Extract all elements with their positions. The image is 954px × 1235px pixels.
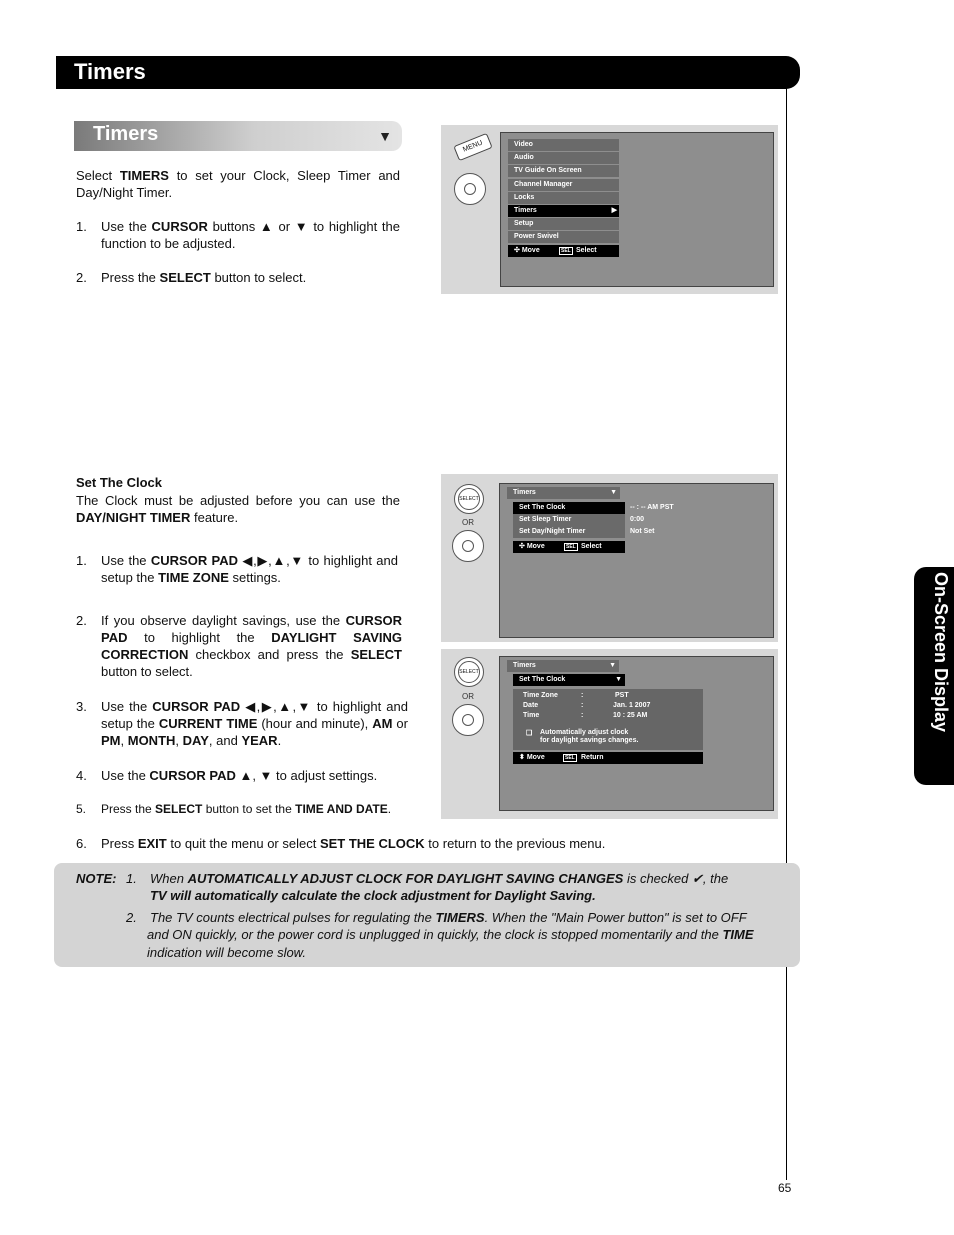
screen2-item-value: Not Set — [630, 528, 655, 535]
clock-setting-label: Date — [523, 702, 539, 709]
cursor-pad-icon — [452, 530, 484, 562]
screen2-menu-item[interactable]: Set Sleep Timer — [513, 514, 625, 526]
note-2-line1: The TV counts electrical pulses for regulating the TIMERS. When the "Main Power button" is set to OFF — [150, 910, 747, 925]
screen2-menu-item[interactable]: Set The Clock — [513, 502, 625, 514]
section-side-tab — [914, 567, 954, 785]
screen3-panel — [441, 649, 778, 819]
screen1-menu-item[interactable]: Channel Manager — [508, 179, 619, 191]
screen2-menu-item[interactable]: Set Day/Night Timer — [513, 526, 625, 538]
select-button-icon: SELECT — [454, 484, 484, 514]
screen2-item-value: 0:00 — [630, 516, 645, 523]
sel-key-icon: SEL — [561, 248, 571, 254]
clock-setting-label: Time Zone — [523, 692, 558, 699]
page-header-bar — [56, 56, 800, 89]
note-1-line1: When AUTOMATICALLY ADJUST CLOCK FOR DAYLIGHT SAVING CHANGES is checked ✔, the — [150, 871, 729, 886]
clock-step-6: 6. Press EXIT to quit the menu or select SET THE CLOCK to return to the previous menu. — [76, 836, 606, 851]
checkbox-label-line2: for daylight savings changes. — [540, 737, 639, 744]
intro-step-1: 1. Use the CURSOR buttons ▲ or ▼ to highlight the function to be adjusted. — [76, 219, 400, 251]
side-tab-label: On-Screen Display — [931, 572, 951, 733]
clock-setting-colon: : — [581, 702, 584, 709]
note-2-line3: indication will become slow. — [147, 945, 306, 960]
note-1-line2: TV will automatically calculate the clock adjustment for Daylight Saving. — [150, 888, 596, 903]
or-label: OR — [462, 518, 474, 527]
vertical-rule — [786, 88, 787, 1180]
screen1-bottom-bar: ✣ Move SEL Select — [508, 245, 619, 257]
checkbox-label-line1: Automatically adjust clock — [540, 729, 629, 736]
screen3-title-bar: Timers ▼ — [507, 660, 619, 672]
intro-paragraph: Select TIMERS to set your Clock, Sleep Timer and Day/Night Timer. — [76, 168, 401, 200]
intro-step-2: 2. Press the SELECT button to select. — [76, 270, 307, 285]
screen2-title-bar: Timers ▼ — [507, 487, 620, 499]
screen3-sub-title: Set The Clock ▼ — [513, 674, 625, 686]
move-arrows-icon: ✣ — [519, 543, 525, 550]
move-arrows-icon: ⬍ — [519, 754, 525, 761]
screen1-display — [500, 132, 774, 287]
note-2-number: 2. — [126, 910, 137, 925]
or-label: OR — [462, 692, 474, 701]
clock-setting-label: Time — [523, 712, 540, 719]
clock-setting-value[interactable]: PST — [615, 692, 629, 699]
cursor-button-icon — [454, 173, 486, 205]
screen1-menu-item[interactable]: Audio — [508, 152, 619, 164]
note-1-number: 1. — [126, 871, 137, 886]
section-title: Timers — [93, 123, 159, 145]
cursor-pad-icon — [452, 704, 484, 736]
chevron-down-icon: ▼ — [609, 662, 616, 669]
menu-button-icon: MENU — [453, 133, 492, 161]
screen1-menu-item[interactable]: Video — [508, 139, 619, 151]
move-arrows-icon: ✣ — [514, 247, 520, 254]
screen1-menu-item[interactable]: Timers ▶ — [508, 205, 619, 217]
set-clock-paragraph: The Clock must be adjusted before you can use the DAY/NIGHT TIMER feature. — [76, 493, 400, 525]
clock-step-2: 2. If you observe daylight savings, use the CURSOR PAD to highlight the DAYLIGHT SAVING CORRECTION checkbox and press the SELECT button to select. — [76, 613, 402, 679]
clock-setting-colon: : — [581, 712, 584, 719]
clock-setting-colon: : — [581, 692, 584, 699]
chevron-down-icon: ▼ — [615, 676, 622, 683]
clock-setting-value[interactable]: 10 : 25 AM — [613, 712, 648, 719]
screen1-menu-item[interactable]: TV Guide On Screen — [508, 165, 619, 177]
screen3-display — [499, 656, 774, 811]
down-triangle-icon: ▼ — [378, 128, 392, 144]
page-header-title: Timers — [74, 59, 146, 84]
note-2-line2: and ON quickly, or the power cord is unplugged in quickly, the clock is stopped momentarily and the TIME — [147, 927, 754, 942]
sel-key-icon: SEL — [566, 544, 576, 550]
clock-step-4: 4. Use the CURSOR PAD ▲, ▼ to adjust settings. — [76, 768, 378, 783]
screen2-item-value: -- : -- AM PST — [630, 504, 674, 511]
screen2-panel — [441, 474, 778, 642]
set-clock-heading: Set The Clock — [76, 475, 162, 490]
screen2-display — [499, 483, 774, 638]
clock-step-5: 5. Press the SELECT button to set the TIME AND DATE. — [76, 802, 392, 816]
screen1-panel — [441, 125, 778, 294]
sel-key-icon: SEL — [565, 755, 575, 761]
checkbox-icon[interactable]: ❑ — [526, 730, 533, 737]
chevron-right-icon: ▶ — [611, 207, 617, 214]
screen2-bottom-bar: ✣ Move SEL Select — [513, 541, 625, 553]
clock-settings-box — [513, 689, 703, 750]
page-number: 65 — [778, 1181, 792, 1195]
clock-step-1: 1. Use the CURSOR PAD ◀,▶,▲,▼ to highlight and setup the TIME ZONE settings. — [76, 553, 398, 585]
section-title-bar — [74, 121, 402, 151]
screen1-menu-item[interactable]: Locks — [508, 192, 619, 204]
screen3-bottom-bar: ⬍ Move SEL Return — [513, 752, 703, 764]
note-label: NOTE: — [76, 871, 117, 886]
select-button-icon: SELECT — [454, 657, 484, 687]
screen1-menu-item[interactable]: Setup — [508, 218, 619, 230]
note-box — [54, 863, 800, 967]
chevron-down-icon: ▼ — [610, 489, 617, 496]
check-icon: ✔ — [691, 871, 703, 886]
clock-setting-value[interactable]: Jan. 1 2007 — [613, 702, 651, 709]
clock-step-3: 3. Use the CURSOR PAD ◀,▶,▲,▼ to highlight and setup the CURRENT TIME (hour and minute), AM or PM, MONTH, DAY, and YEAR. — [76, 699, 408, 748]
screen1-menu-item[interactable]: Power Swivel — [508, 231, 619, 243]
